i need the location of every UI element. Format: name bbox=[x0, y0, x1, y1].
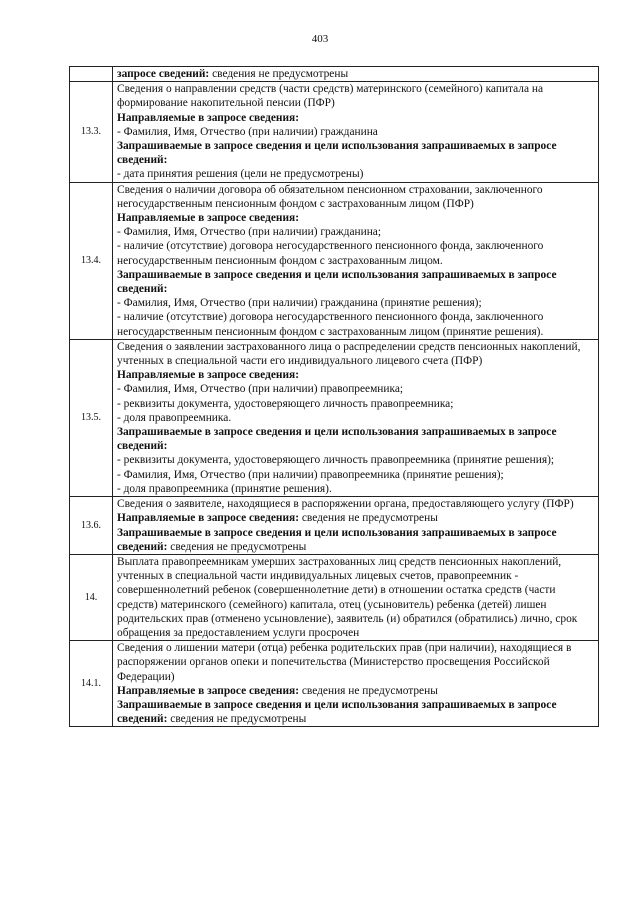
line-text: сведения не предусмотрены bbox=[299, 512, 438, 525]
line-text: - доля правопреемника (принятие решения). bbox=[117, 482, 332, 495]
line-text: - дата принятия решения (цели не предусмотрены) bbox=[117, 168, 364, 181]
row-number: 14.1. bbox=[70, 641, 113, 727]
content-line bbox=[117, 482, 594, 496]
content-line bbox=[117, 555, 594, 640]
row-number bbox=[70, 67, 113, 82]
line-text: - наличие (отсутствие) договора негосударственного пенсионного фонда, заключенного негосударственным пенсионным фондом с застрахованным лицом. bbox=[117, 240, 544, 267]
content-line bbox=[117, 368, 594, 382]
line-text: Сведения о лишении матери (отца) ребенка родительских прав (при наличии), находящиеся в распоряжении органов опеки и попечительства (Министерство просвещения Российской Федерации) bbox=[117, 642, 572, 683]
content-line bbox=[117, 397, 594, 411]
content-line bbox=[117, 453, 594, 467]
content-line bbox=[117, 425, 594, 453]
bold-heading: Направляемые в запросе сведения: bbox=[117, 512, 299, 525]
content-line bbox=[117, 239, 594, 267]
content-line bbox=[117, 411, 594, 425]
bold-heading: Запрашиваемые в запросе сведения и цели использования запрашиваемых в запросе сведений: bbox=[117, 426, 557, 453]
content-line bbox=[117, 125, 594, 139]
line-text: сведения не предусмотрены bbox=[167, 540, 307, 553]
page-number: 403 bbox=[311, 33, 329, 45]
content-line bbox=[117, 225, 594, 239]
content-line bbox=[117, 698, 594, 726]
table-row bbox=[70, 82, 599, 182]
row-content bbox=[113, 339, 599, 496]
table-row bbox=[70, 182, 599, 339]
content-line bbox=[117, 268, 594, 296]
content-line bbox=[117, 211, 594, 225]
row-number: 13.4. bbox=[70, 182, 113, 339]
table-row bbox=[70, 497, 599, 555]
row-number: 13.6. bbox=[70, 497, 113, 555]
line-text: сведения не предусмотрены bbox=[209, 68, 349, 80]
line-text: Выплата правопреемникам умерших застрахованных лиц средств пенсионных накоплений, учтенных в специальной части индивидуальных лицевых счетов, правопреемник - совершеннолетний ребенок (совершеннолетние дети) в отношении остатка средств (части средств) материнского (семейного) капитала, отец (усыновитель) ребенка (детей) лишен родительских прав (отменено усыновление), заявитель (и) обратился (обратились) лично, срок обращения за предоставлением услуги просрочен bbox=[117, 555, 578, 639]
content-line bbox=[117, 296, 594, 310]
bold-heading: Направляемые в запросе сведения: bbox=[117, 684, 299, 697]
content-line bbox=[117, 82, 594, 110]
bold-heading: Направляемые в запросе сведения: bbox=[117, 212, 299, 225]
content-line bbox=[117, 139, 594, 167]
bold-heading: Направляемые в запросе сведения: bbox=[117, 111, 299, 124]
line-text: - наличие (отсутствие) договора негосударственного пенсионного фонда, заключенного негосударственным пенсионным фондом с застрахованным лицом (принятие решения). bbox=[117, 311, 544, 338]
content-line bbox=[117, 340, 594, 368]
row-number: 14. bbox=[70, 554, 113, 640]
row-content bbox=[113, 554, 599, 640]
line-text: - Фамилия, Имя, Отчество (при наличии) гражданина (принятие решения); bbox=[117, 297, 482, 310]
bold-heading: Запрашиваемые в запросе сведения и цели использования запрашиваемых в запросе сведений: bbox=[117, 526, 557, 553]
content-line bbox=[117, 310, 594, 338]
content-line bbox=[117, 497, 594, 511]
info-table bbox=[69, 66, 599, 727]
table-row bbox=[70, 67, 599, 82]
content-line bbox=[117, 67, 594, 81]
row-content bbox=[113, 182, 599, 339]
row-number: 13.5. bbox=[70, 339, 113, 496]
content-line bbox=[117, 167, 594, 181]
line-text: - Фамилия, Имя, Отчество (при наличии) правопреемника; bbox=[117, 383, 404, 396]
line-text: Сведения о заявлении застрахованного лица о распределении средств пенсионных накоплений, учтенных в специальной части его индивидуального лицевого счета (ПФР) bbox=[117, 340, 581, 368]
content-line bbox=[117, 684, 594, 698]
bold-heading: Запрашиваемые в запросе сведения и цели использования запрашиваемых в запросе сведений: bbox=[117, 698, 557, 726]
row-content bbox=[113, 641, 599, 727]
line-text: - реквизиты документа, удостоверяющего личность правопреемника (принятие решения); bbox=[117, 454, 555, 467]
bold-heading: Запрашиваемые в запросе сведения и цели использования запрашиваемых в запросе сведений: bbox=[117, 268, 557, 296]
line-text: - реквизиты документа, удостоверяющего личность правопреемника; bbox=[117, 397, 454, 410]
row-content bbox=[113, 82, 599, 182]
content-line bbox=[117, 511, 594, 525]
bold-heading: Запрашиваемые в запросе сведения и цели использования запрашиваемых в запросе сведений: bbox=[117, 140, 557, 167]
table-row bbox=[70, 554, 599, 640]
row-content bbox=[113, 497, 599, 555]
row-number: 13.3. bbox=[70, 82, 113, 182]
line-text: Сведения о наличии договора об обязательном пенсионном страховании, заключенного негосударственным пенсионным фондом с застрахованным лицом (ПФР) bbox=[117, 183, 543, 210]
content-line bbox=[117, 183, 594, 211]
content-line bbox=[117, 382, 594, 396]
line-text: - Фамилия, Имя, Отчество (при наличии) гражданина bbox=[117, 125, 378, 138]
row-content bbox=[113, 67, 599, 82]
content-line bbox=[117, 526, 594, 554]
line-text: - Фамилия, Имя, Отчество (при наличии) правопреемника (принятие решения); bbox=[117, 468, 504, 481]
bold-heading: Направляемые в запросе сведения: bbox=[117, 369, 299, 382]
line-text: - доля правопреемника. bbox=[117, 411, 232, 424]
content-line bbox=[117, 468, 594, 482]
line-text: Сведения о направлении средств (части средств) материнского (семейного) капитала на формирование накопительной пенсии (ПФР) bbox=[117, 83, 544, 110]
content-line bbox=[117, 111, 594, 125]
line-text: Сведения о заявителе, находящиеся в распоряжении органа, предоставляющего услугу (ПФР) bbox=[117, 498, 574, 511]
table-row bbox=[70, 339, 599, 496]
content-line bbox=[117, 641, 594, 684]
line-text: - Фамилия, Имя, Отчество (при наличии) гражданина; bbox=[117, 226, 382, 239]
table-row bbox=[70, 641, 599, 727]
line-text: сведения не предусмотрены bbox=[299, 684, 438, 697]
line-text: сведения не предусмотрены bbox=[167, 713, 307, 726]
bold-heading: запросе сведений: bbox=[117, 68, 210, 80]
